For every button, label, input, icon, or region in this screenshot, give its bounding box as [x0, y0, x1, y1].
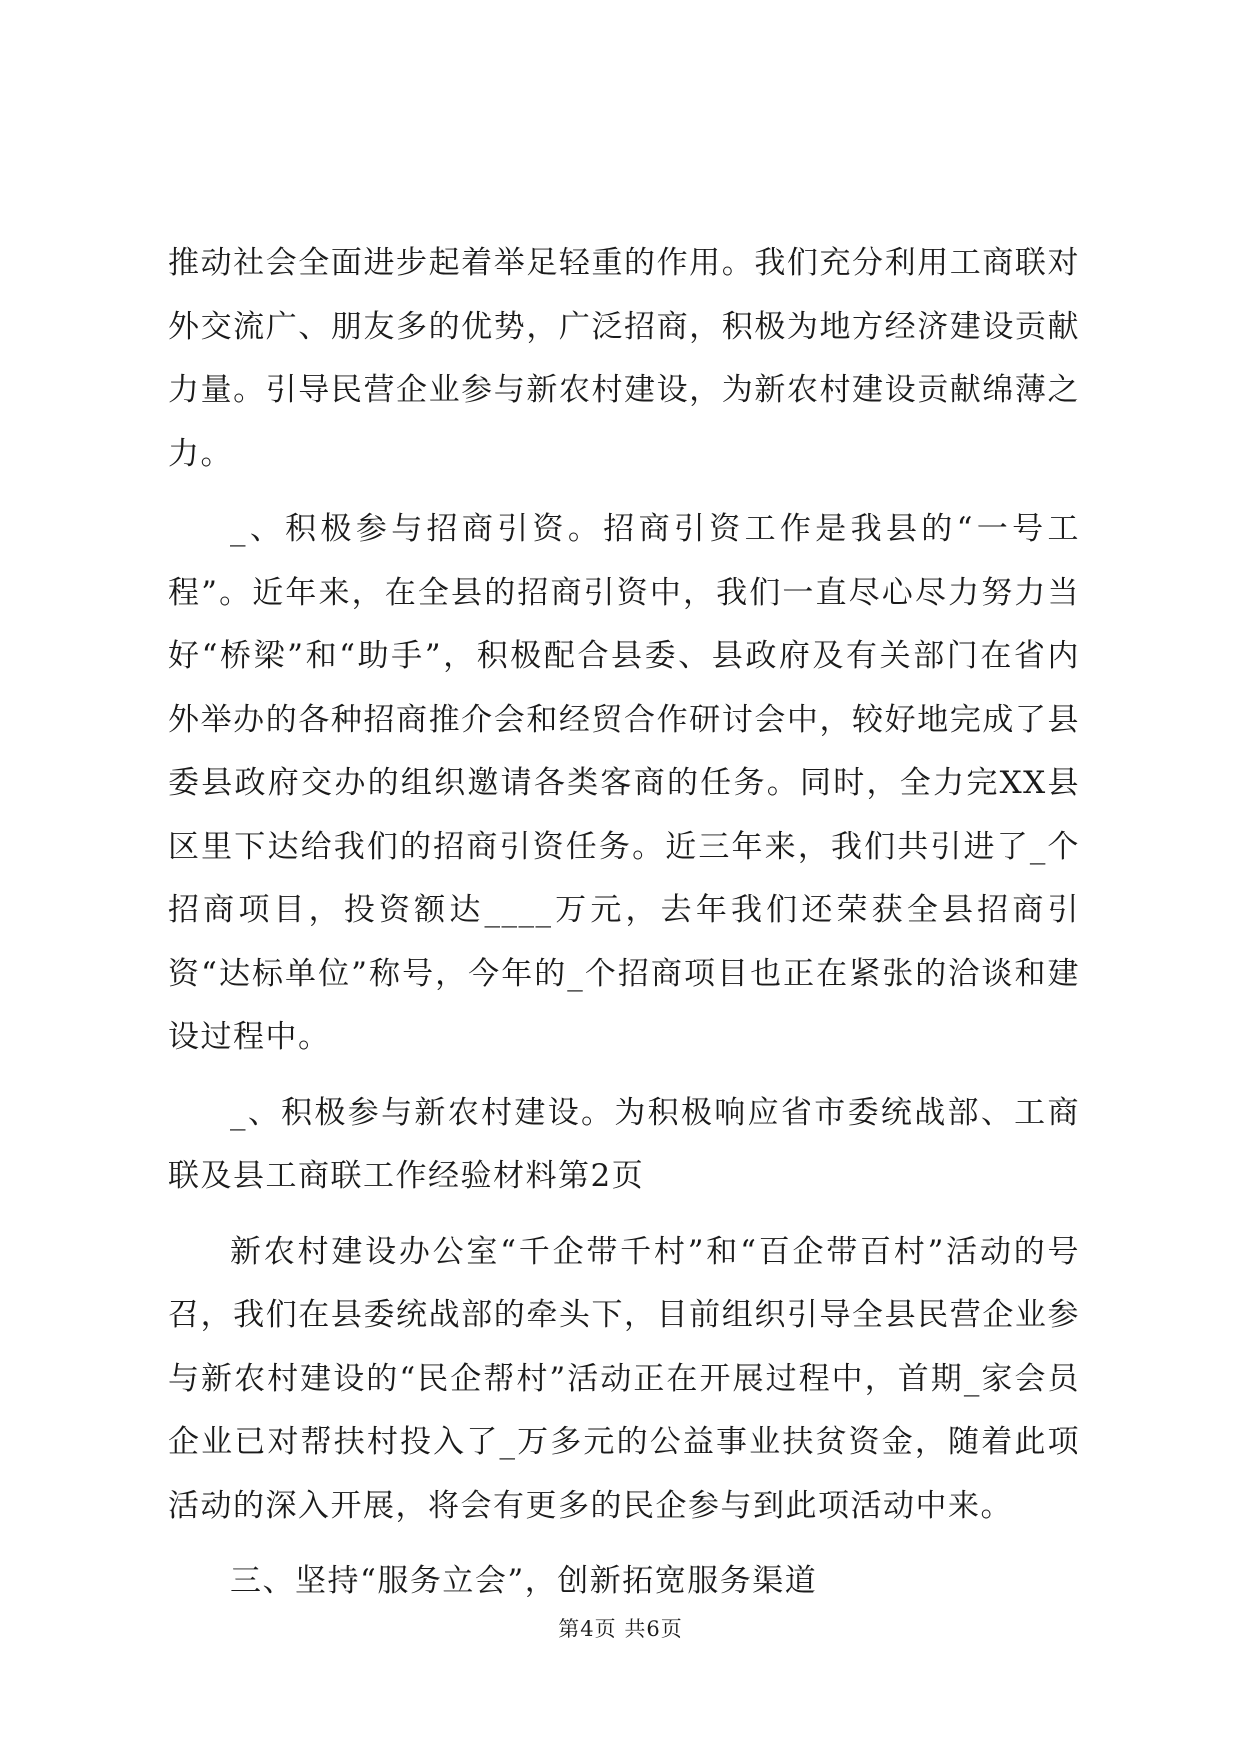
- paragraph-continuation: 推动社会全面进步起着举足轻重的作用。我们充分利用工商联对外交流广、朋友多的优势，广泛招商，积极为地方经济建设贡献力量。引导民营企业参与新农村建设，为新农村建设贡献绵薄之力。: [168, 245, 1080, 472]
- page-footer: 第4页 共6页: [558, 1617, 683, 1641]
- paragraph-enterprise-help-village: 新农村建设办公室“千企带千村”和“百企带百村”活动的号召，我们在县委统战部的牵头下，目前组织引导全县民营企业参与新农村建设的“民企帮村”活动正在开展过程中，首期_家会员企业已对帮扶村投入了_万多元的公益事业扶贫资金，随着此项活动的深入开展，将会有更多的民企参与到此项活动中来。: [168, 1233, 1080, 1524]
- section-heading-three: 三、坚持“服务立会”，创新拓宽服务渠道: [230, 1563, 818, 1599]
- document-body: [168, 232, 1080, 1626]
- paragraph-new-countryside: _、积极参与新农村建设。为积极响应省市委统战部、工商联及县工商联工作经验材料第2页: [168, 1094, 1080, 1194]
- paragraph-investment: _、积极参与招商引资。招商引资工作是我县的“一号工程”。近年来，在全县的招商引资中，我们一直尽心尽力努力当好“桥梁”和“助手”，积极配合县委、县政府及有关部门在省内外举办的各种招商推介会和经贸合作研讨会中，较好地完成了县委县政府交办的组织邀请各类客商的任务。同时，全力完XX县区里下达给我们的招商引资任务。近三年来，我们共引进了_个招商项目，投资额达____万元，去年我们还荣获全县招商引资“达标单位”称号，今年的_个招商项目也正在紧张的洽谈和建设过程中。: [168, 511, 1080, 1055]
